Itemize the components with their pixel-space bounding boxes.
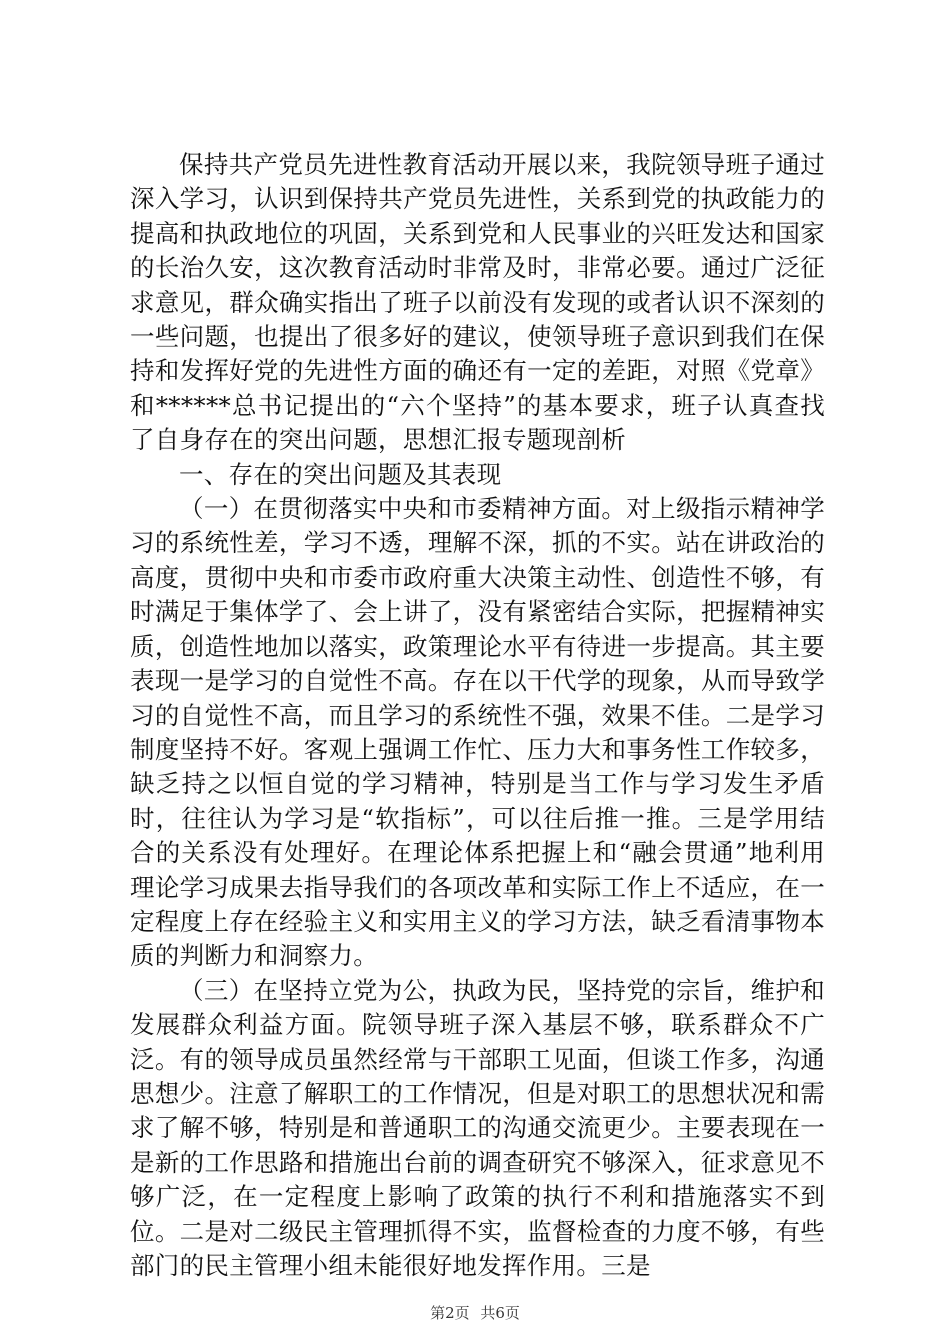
intro-paragraph: 保持共产党员先进性教育活动开展以来，我院领导班子通过深入学习，认识到保持共产党员先进性，关系到党的执政能力的提高和执政地位的巩固，关系到党和人民事业的兴旺发达和国家的长治久安，这次教育活动时非常及时，非常必要。通过广泛征求意见，群众确实指出了班子以前没有发现的或者认识不深刻的一些问题，也提出了很多好的建议，使领导班子意识到我们在保持和发挥好党的先进性方面的确还有一定的差距，对照《党章》和******总书记提出的“六个坚持”的基本要求，班子认真查找了自身存在的突出问题，思想汇报专题现剖析 [130, 150, 825, 455]
document-body [130, 148, 825, 1283]
page-footer [0, 1302, 950, 1323]
page-number: 第2页 [430, 1304, 470, 1322]
page-total: 共6页 [480, 1304, 520, 1322]
section-one-paragraph: （一）在贯彻落实中央和市委精神方面。对上级指示精神学习的系统性差，学习不透，理解不深，抓的不实。站在讲政治的高度，贯彻中央和市委市政府重大决策主动性、创造性不够，有时满足于集体学了、会上讲了，没有紧密结合实际，把握精神实质，创造性地加以落实，政策理论水平有待进一步提高。其主要表现一是学习的自觉性不高。存在以干代学的现象，从而导致学习的自觉性不高，而且学习的系统性不强，效果不佳。二是学习制度坚持不好。客观上强调工作忙、压力大和事务性工作较多，缺乏持之以恒自觉的学习精神，特别是当工作与学习发生矛盾时，往往认为学习是“软指标”，可以往后推一推。三是学用结合的关系没有处理好。在理论体系把握上和“融会贯通”地利用理论学习成果去指导我们的各项改革和实际工作上不适应，在一定程度上存在经验主义和实用主义的学习方法，缺乏看清事物本质的判断力和洞察力。 [130, 494, 825, 971]
section-three-paragraph: （三）在坚持立党为公，执政为民，坚持党的宗旨，维护和发展群众利益方面。院领导班子深入基层不够，联系群众不广泛。有的领导成员虽然经常与干部职工见面，但谈工作多，沟通思想少。注意了解职工的工作情况，但是对职工的思想状况和需求了解不够，特别是和普通职工的沟通交流更少。主要表现在一是新的工作思路和措施出台前的调查研究不够深入，征求意见不够广泛，在一定程度上影响了政策的执行不利和措施落实不到位。二是对二级民主管理抓得不实，监督检查的力度不够，有些部门的民主管理小组未能很好地发挥作用。三是 [130, 975, 825, 1280]
section-heading: 一、存在的突出问题及其表现 [179, 459, 502, 489]
